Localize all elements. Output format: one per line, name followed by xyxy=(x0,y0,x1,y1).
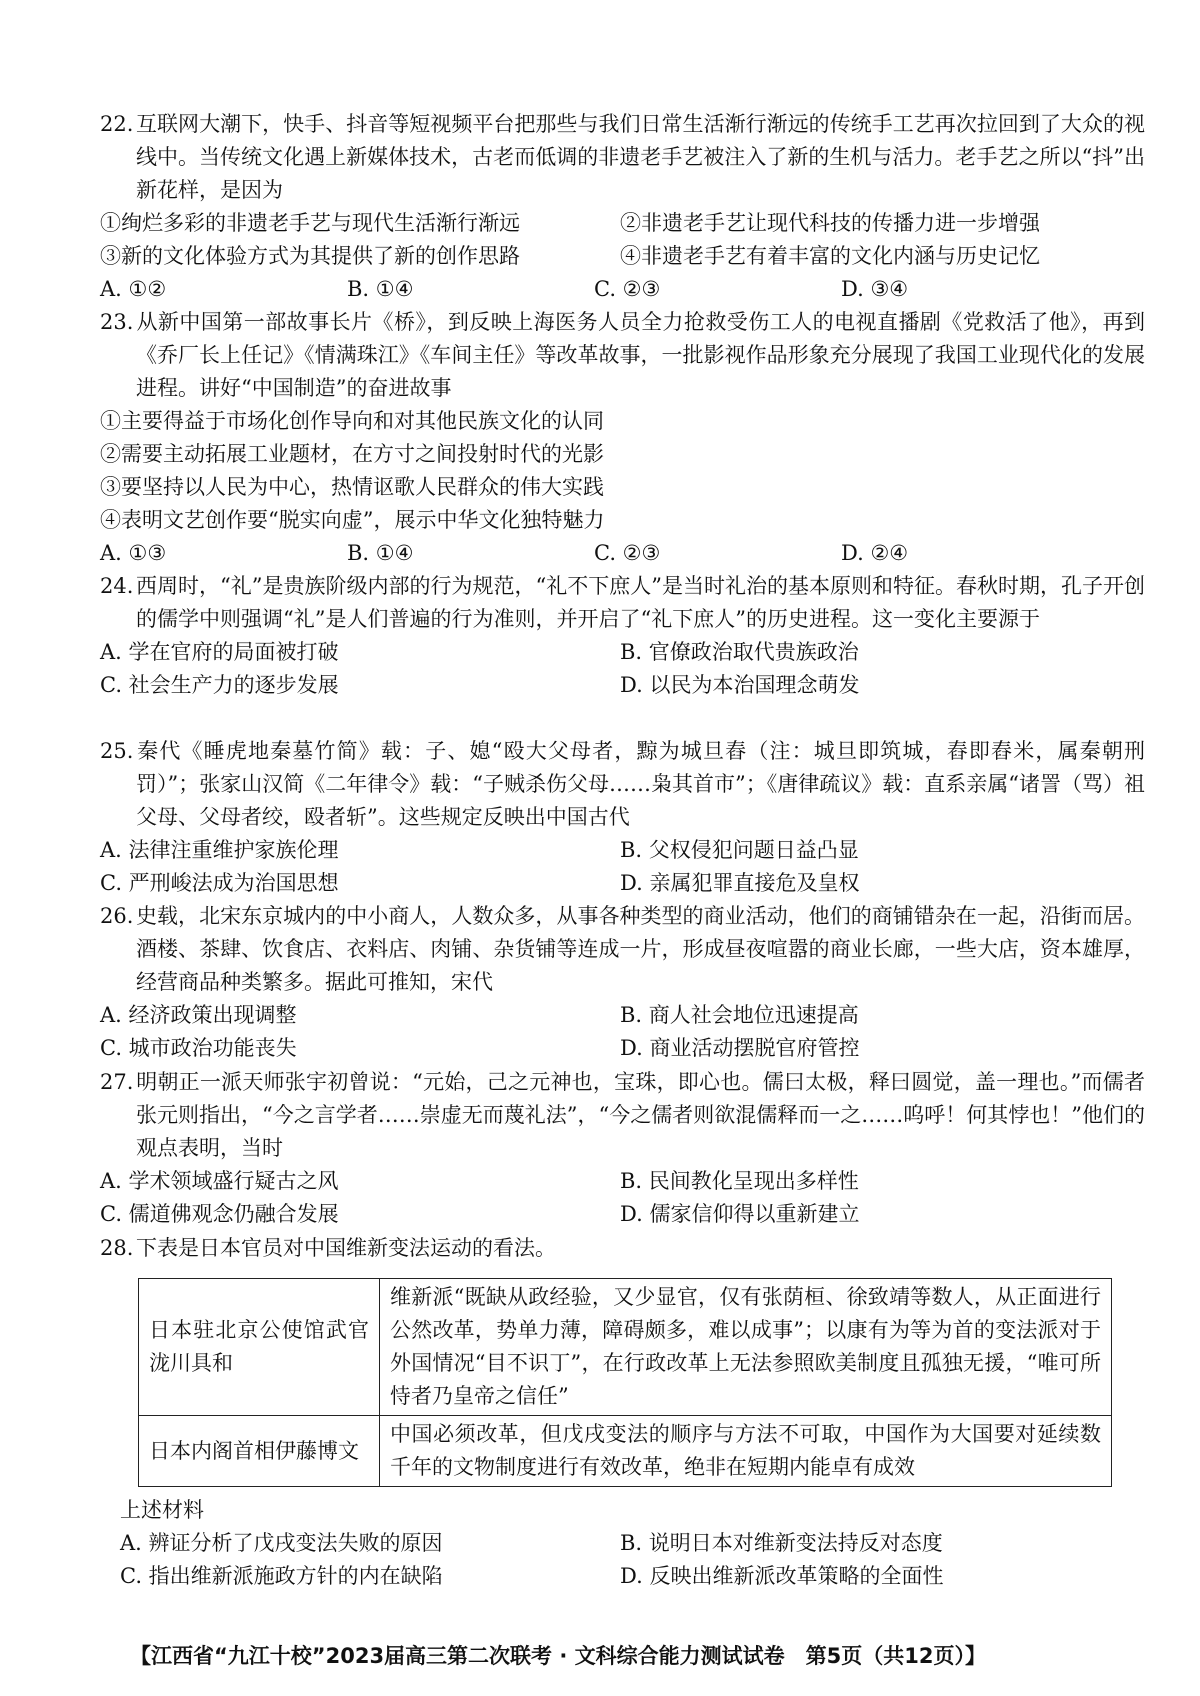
option-b[interactable]: B. ①④ xyxy=(347,277,414,301)
option-a[interactable]: A. 学在官府的局面被打破 xyxy=(100,640,339,664)
option-c[interactable]: C. 指出维新派施政方针的内在缺陷 xyxy=(120,1564,443,1588)
question-27 xyxy=(100,1066,1145,1231)
options-row xyxy=(100,273,1145,306)
statement-1: ①主要得益于市场化创作导向和对其他民族文化的认同 xyxy=(100,409,604,433)
question-text: 从新中国第一部故事长片《桥》，到反映上海医务人员全力抢救受伤工人的电视直播剧《党救活了他》，再到《乔厂长上任记》《情满珠江》《车间主任》等改革故事，一批影视作品形象充分展现了我国工业现代化的发展进程。讲好“中国制造”的奋进故事 xyxy=(136,310,1145,400)
option-b[interactable]: B. 父权侵犯问题日益凸显 xyxy=(620,838,859,862)
option-a[interactable]: A. 学术领域盛行疑古之风 xyxy=(100,1169,339,1193)
question-22 xyxy=(100,108,1145,306)
question-text: 互联网大潮下，快手、抖音等短视频平台把那些与我们日常生活渐行渐远的传统手工艺再次拉回到了大众的视线中。当传统文化遇上新媒体技术，古老而低调的非遗老手艺被注入了新的生机与活力。老手艺之所以“抖”出新花样，是因为 xyxy=(136,112,1145,202)
question-stem xyxy=(100,108,1145,207)
question-stem xyxy=(100,735,1145,834)
question-number: 26. xyxy=(100,904,134,928)
page-footer: 【江西省“九江十校”2023届高三第二次联考 · 文科综合能力测试试卷 第5页（共12页）】 xyxy=(130,1644,986,1668)
statement-3: ③要坚持以人民为中心，热情讴歌人民群众的伟大实践 xyxy=(100,475,604,499)
question-text: 明朝正一派天师张宇初曾说：“元始，己之元神也，宝珠，即心也。儒曰太极，释曰圆觉，盖一理也。”而儒者张元则指出，“今之言学者……崇虚无而蔑礼法”，“今之儒者则欲混儒释而一之……呜呼！何其悖也！”他们的观点表明，当时 xyxy=(136,1070,1145,1160)
option-b[interactable]: B. 官僚政治取代贵族政治 xyxy=(620,640,859,664)
option-a[interactable]: A. 经济政策出现调整 xyxy=(100,1003,297,1027)
question-text: 西周时，“礼”是贵族阶级内部的行为规范，“礼不下庶人”是当时礼治的基本原则和特征。春秋时期，孔子开创的儒学中则强调“礼”是人们普遍的行为准则，并开启了“礼下庶人”的历史进程。这一变化主要源于 xyxy=(136,574,1145,631)
statement-1: ①绚烂多彩的非遗老手艺与现代生活渐行渐远 xyxy=(100,211,520,235)
option-a[interactable]: A. ①② xyxy=(100,277,167,301)
question-text: 史载，北宋东京城内的中小商人，人数众多，从事各种类型的商业活动，他们的商铺错杂在一起，沿街而居。酒楼、茶肆、饮食店、衣料店、肉铺、杂货铺等连成一片，形成昼夜喧嚣的商业长廊，一些大店，资本雄厚，经营商品种类繁多。据此可推知，宋代 xyxy=(136,904,1145,994)
option-c[interactable]: C. 城市政治功能丧失 xyxy=(100,1036,297,1060)
options-row xyxy=(120,1560,1145,1593)
question-number: 28. xyxy=(100,1236,134,1260)
question-number: 23. xyxy=(100,310,134,334)
question-number: 27. xyxy=(100,1070,134,1094)
options-row xyxy=(100,1198,1145,1231)
options-row xyxy=(100,1032,1145,1065)
option-b[interactable]: B. 民间教化呈现出多样性 xyxy=(620,1169,859,1193)
official-cell: 日本驻北京公使馆武官泷川具和 xyxy=(139,1279,380,1416)
option-c[interactable]: C. 严刑峻法成为治国思想 xyxy=(100,871,339,895)
question-stem xyxy=(100,900,1145,999)
official-cell: 日本内阁首相伊藤博文 xyxy=(139,1416,380,1487)
option-b[interactable]: B. ①④ xyxy=(347,541,414,565)
question-stem xyxy=(100,1232,1145,1265)
option-c[interactable]: C. 社会生产力的逐步发展 xyxy=(100,673,339,697)
question-23 xyxy=(100,306,1145,570)
question-tail: 上述材料 xyxy=(120,1498,204,1522)
question-25 xyxy=(100,735,1145,900)
opinion-table xyxy=(138,1278,1112,1487)
options-row xyxy=(100,999,1145,1032)
table-row xyxy=(139,1416,1112,1487)
statement-2: ②非遗老手艺让现代科技的传播力进一步增强 xyxy=(620,211,1040,235)
question-28-options xyxy=(120,1494,1145,1593)
question-text: 秦代《睡虎地秦墓竹简》载：子、媳“殴大父母者，黥为城旦舂（注：城旦即筑城，舂即舂米，属秦朝刑罚）”；张家山汉简《二年律令》载：“子贼杀伤父母……枭其首市”；《唐律疏议》载：直系亲属“诸詈（骂）祖父母、父母者绞，殴者斩”。这些规定反映出中国古代 xyxy=(136,739,1145,829)
options-row xyxy=(100,867,1145,900)
option-c[interactable]: C. ②③ xyxy=(594,277,661,301)
question-number: 25. xyxy=(100,739,134,763)
option-a[interactable]: A. 法律注重维护家族伦理 xyxy=(100,838,339,862)
option-d[interactable]: D. 商业活动摆脱官府管控 xyxy=(620,1036,860,1060)
statement-3: ③新的文化体验方式为其提供了新的创作思路 xyxy=(100,244,520,268)
statement-4: ④表明文艺创作要“脱实向虚”，展示中华文化独特魅力 xyxy=(100,508,605,532)
question-24 xyxy=(100,570,1145,702)
statement-row xyxy=(100,240,1145,273)
options-row xyxy=(100,834,1145,867)
question-stem xyxy=(100,570,1145,636)
option-c[interactable]: C. ②③ xyxy=(594,541,661,565)
options-row xyxy=(100,669,1145,702)
option-d[interactable]: D. 以民为本治国理念萌发 xyxy=(620,673,860,697)
question-number: 24. xyxy=(100,574,134,598)
option-b[interactable]: B. 说明日本对维新变法持反对态度 xyxy=(620,1531,943,1555)
question-text: 下表是日本官员对中国维新变法运动的看法。 xyxy=(136,1236,556,1260)
table-row xyxy=(139,1279,1112,1416)
options-row xyxy=(100,1165,1145,1198)
option-d[interactable]: D. ③④ xyxy=(841,277,909,301)
statement-4: ④非遗老手艺有着丰富的文化内涵与历史记忆 xyxy=(620,244,1040,268)
opinion-cell: 中国必须改革，但戊戌变法的顺序与方法不可取，中国作为大国要对延续数千年的文物制度进行有效改革，绝非在短期内能卓有成效 xyxy=(380,1416,1112,1487)
question-26 xyxy=(100,900,1145,1065)
option-d[interactable]: D. ②④ xyxy=(841,541,909,565)
statement-row xyxy=(100,207,1145,240)
option-d[interactable]: D. 儒家信仰得以重新建立 xyxy=(620,1202,860,1226)
statement-2: ②需要主动拓展工业题材，在方寸之间投射时代的光影 xyxy=(100,442,604,466)
options-row xyxy=(100,537,1145,570)
options-row xyxy=(100,636,1145,669)
question-stem xyxy=(100,1066,1145,1165)
question-number: 22. xyxy=(100,112,134,136)
options-row xyxy=(120,1527,1145,1560)
option-d[interactable]: D. 亲属犯罪直接危及皇权 xyxy=(620,871,860,895)
option-d[interactable]: D. 反映出维新派改革策略的全面性 xyxy=(620,1564,944,1588)
option-c[interactable]: C. 儒道佛观念仍融合发展 xyxy=(100,1202,339,1226)
option-a[interactable]: A. 辨证分析了戊戌变法失败的原因 xyxy=(120,1531,443,1555)
option-b[interactable]: B. 商人社会地位迅速提高 xyxy=(620,1003,859,1027)
question-28 xyxy=(100,1232,1145,1265)
opinion-cell: 维新派“既缺从政经验，又少显官，仅有张荫桓、徐致靖等数人，从正面进行公然改革，势单力薄，障碍颇多，难以成事”；以康有为等为首的变法派对于外国情况“目不识丁”，在行政改革上无法参照欧美制度且孤独无援，“唯可所恃者乃皇帝之信任” xyxy=(380,1279,1112,1416)
question-stem xyxy=(100,306,1145,405)
option-a[interactable]: A. ①③ xyxy=(100,541,167,565)
